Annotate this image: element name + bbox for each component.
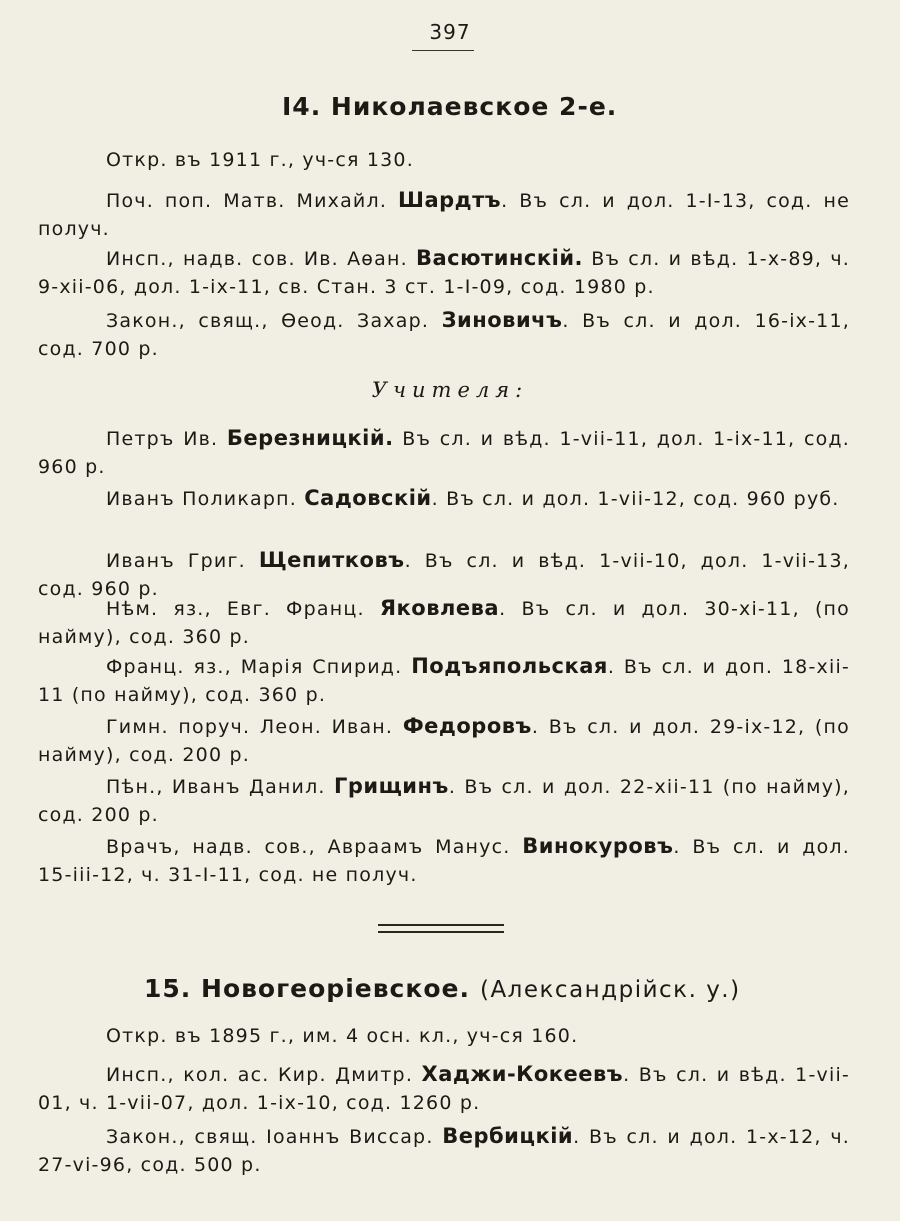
teacher-entry-8 <box>38 832 850 889</box>
entry-text: Иванъ Поликарп. <box>106 488 305 510</box>
entry-surname: Федоровъ <box>402 714 532 738</box>
entry-text: Въ сл. и вѣд. 1-x-89, ч. 9-xii-06, дол. 1-ix-11, св. Стан. 3 ст. 1-I-09, сод. 1980 р. <box>38 248 850 298</box>
entry-text: Гимн. поруч. Леон. Иван. <box>106 716 403 738</box>
teacher-entry-4 <box>38 594 850 651</box>
entry-text: . Въ сл. и вѣд. 1-vii-10, дол. 1-vii-13, сод. 960 р. <box>38 550 850 600</box>
section-number: 15. <box>144 974 192 1003</box>
section-divider <box>378 924 504 933</box>
entry-text: . Въ сл. и дол. 1-I-13, сод. не получ. <box>38 190 850 240</box>
entry-surname: Березницкій. <box>226 426 394 450</box>
entry-surname: Грищинъ <box>333 774 449 798</box>
entry-text: . Въ сл. и дол. 16-ix-11, сод. 700 р. <box>38 310 850 360</box>
entry-text: . Въ сл. и дол. 30-xi-11, (по найму), сод. 360 р. <box>38 598 851 648</box>
entry-text: Закон., свящ. Іоаннъ Виссар. <box>106 1126 443 1148</box>
entry-surname: Подъяпольская <box>411 654 608 678</box>
entry-text: . Въ сл. и дол. 29-ix-12, (по найму), сод. 200 р. <box>38 716 850 766</box>
entry-surname: Щепитковъ <box>258 548 405 572</box>
entry-text: Закон., свящ., Ѳеод. Захар. <box>106 310 442 332</box>
sec14-entry-3 <box>38 306 850 363</box>
entry-text: Пѣн., Иванъ Данил. <box>106 776 334 798</box>
entry-surname: Хаджи-Кокеевъ <box>421 1062 624 1086</box>
entry-text: . Въ сл. и доп. 18-xii-11 (по найму), сод. 360 р. <box>38 656 850 706</box>
entry-text: . Въ сл. и дол. 1-vii-12, сод. 960 руб. <box>431 488 840 510</box>
entry-text: Петръ Ив. <box>106 428 227 450</box>
entry-text: Инсп., надв. сов. Ив. Аѳан. <box>106 248 416 270</box>
entry-surname: Садовскій <box>304 486 432 510</box>
entry-surname: Яковлева <box>379 596 500 620</box>
entry-surname: Зиновичъ <box>441 308 563 332</box>
entry-surname: Винокуровъ <box>522 834 674 858</box>
entry-text: Иванъ Григ. <box>106 550 259 572</box>
entry-text: . Въ сл. и дол. 1-x-12, ч. 27-vi-96, сод. 500 р. <box>38 1126 850 1176</box>
teacher-entry-6 <box>38 712 850 769</box>
entry-surname: Васютинскій. <box>416 246 584 270</box>
entry-text: Нѣм. яз., Евг. Франц. <box>106 598 380 620</box>
page-number: 397 <box>429 20 471 44</box>
teacher-entry-2 <box>38 484 850 513</box>
section-region: (Александрійск. у.) <box>479 977 741 1003</box>
section-name: Новогеоріевское. <box>201 974 470 1003</box>
section-14-title: I4. Николаевское 2-е. <box>282 92 618 121</box>
entry-text: Поч. поп. Матв. Михайл. <box>106 190 399 212</box>
entry-text: . Въ сл. и вѣд. 1-vii-01, ч. 1-vii-07, дол. 1-ix-10, сод. 1260 р. <box>38 1064 850 1114</box>
teachers-heading: Учителя: <box>371 378 529 402</box>
sec15-entry-1 <box>38 1060 850 1117</box>
entry-surname: Шардтъ <box>398 188 502 212</box>
teacher-entry-5 <box>38 652 850 709</box>
entry-text: Въ сл. и вѣд. 1-vii-11, дол. 1-ix-11, сод. 960 р. <box>38 428 850 478</box>
entry-text: Врачъ, надв. сов., Авраамъ Манус. <box>106 836 523 858</box>
sec14-entry-2 <box>38 244 850 301</box>
teacher-entry-1 <box>38 424 850 481</box>
entry-text: Инсп., кол. ас. Кир. Дмитр. <box>106 1064 422 1086</box>
entry-text: Франц. яз., Марія Спирид. <box>106 656 412 678</box>
sec15-entry-2 <box>38 1122 850 1179</box>
entry-surname: Вербицкій <box>442 1124 574 1148</box>
sec15-opened: Откр. въ 1895 г., им. 4 осн. кл., уч-ся 160. <box>106 1025 579 1047</box>
sec14-entry-1 <box>38 186 850 243</box>
entry-text: . Въ сл. и дол. 15-iii-12, ч. 31-I-11, сод. не получ. <box>38 836 850 886</box>
entry-text: . Въ сл. и дол. 22-xii-11 (по найму), сод. 200 р. <box>38 776 850 826</box>
sec14-opened: Откр. въ 1911 г., уч-ся 130. <box>106 149 414 171</box>
section-15-title <box>144 974 741 1003</box>
teacher-entry-7 <box>38 772 850 829</box>
page-number-rule <box>412 50 474 51</box>
